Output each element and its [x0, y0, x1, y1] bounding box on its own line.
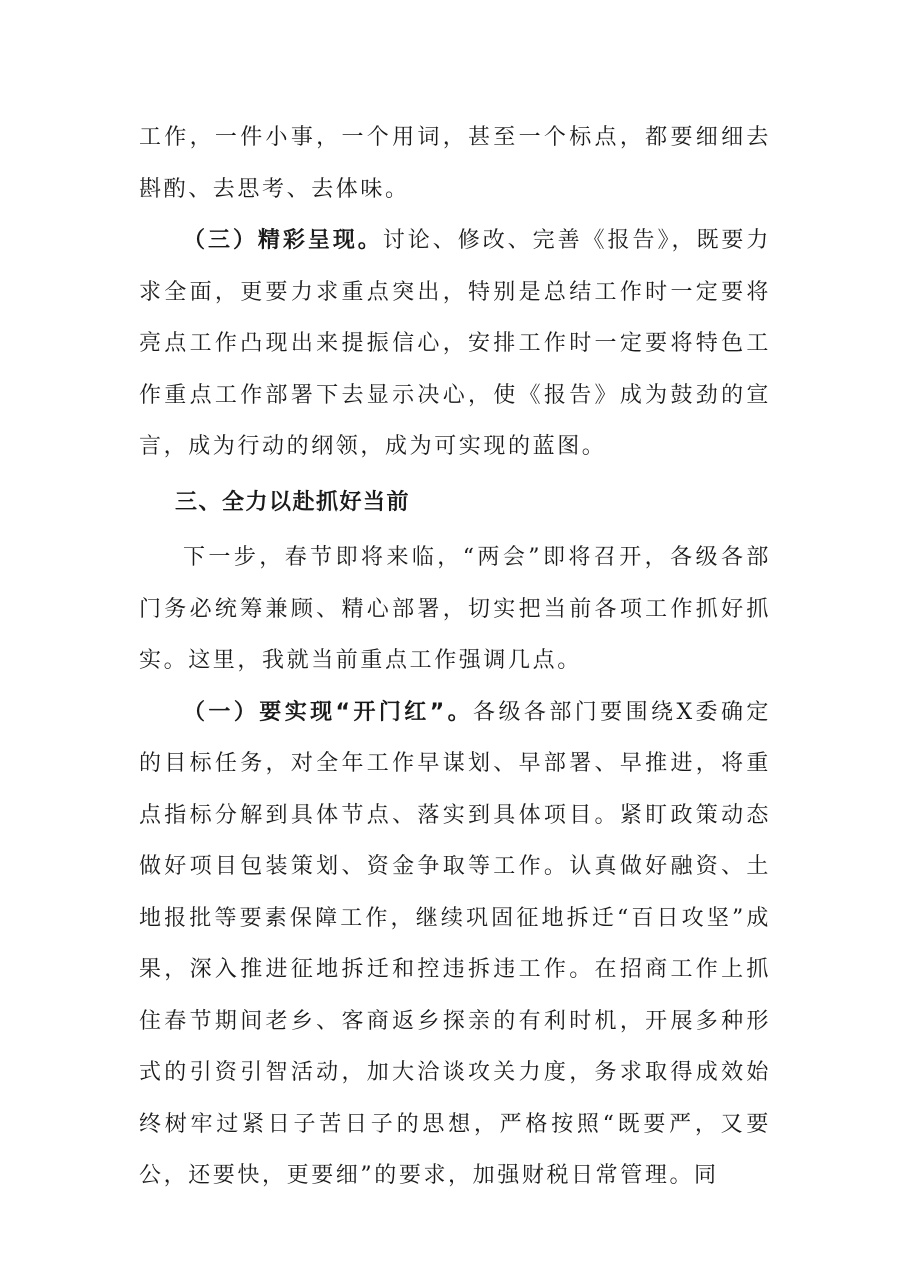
paragraph-lead: （一）要实现“开门红”。 — [183, 699, 474, 725]
paragraph-lead: （三）精彩呈现。 — [183, 228, 383, 253]
paragraph-text: 各级各部门要围绕X委确定的目标任务，对全年工作早谋划、早部署、早推进，将重点指标分解到具体节点、落实到具体项目。紧盯政策动态做好项目包装策划、资金争取等工作。认真做好融资、土地报批等要素保障工作，继续巩固征地拆迁“百日攻坚”成果，深入推进征地拆迁和控违拆违工作。在招商工作上抓住春节期间老乡、客商返乡探亲的有利时机，开展多种形式的引资引智活动，加大洽谈攻关力度，务求取得成效始终树牢过紧日子苦日子的思想，严格按照“既要严，又要公，还要快，更要细”的要求，加强财税日常管理。同 — [139, 699, 771, 1188]
paragraph-text: 工作，一件小事，一个用词，甚至一个标点，都要细细去斟酌、去思考、去体味。 — [139, 125, 771, 202]
paragraph-text: 讨论、修改、完善《报告》，既要力求全面，更要力求重点突出，特别是总结工作时一定要将亮点工作凸现出来提振信心，安排工作时一定要将特色工作重点工作部署下去显示决心，使《报告》成为鼓劲的宣言，成为行动的纲领，成为可实现的蓝图。 — [139, 228, 771, 459]
paragraph-intro — [139, 532, 771, 687]
paragraph-section-3 — [139, 215, 771, 473]
paragraph-continuation — [139, 112, 771, 215]
section-heading: 三、全力以赴抓好当前 — [175, 489, 411, 515]
paragraph-text: 下一步，春节即将来临，“两会”即将召开，各级各部门务必统筹兼顾、精心部署，切实把当前各项工作抓好抓实。这里，我就当前重点工作强调几点。 — [139, 545, 771, 673]
document-page — [139, 112, 771, 1202]
paragraph-subsection-1 — [139, 687, 771, 1202]
